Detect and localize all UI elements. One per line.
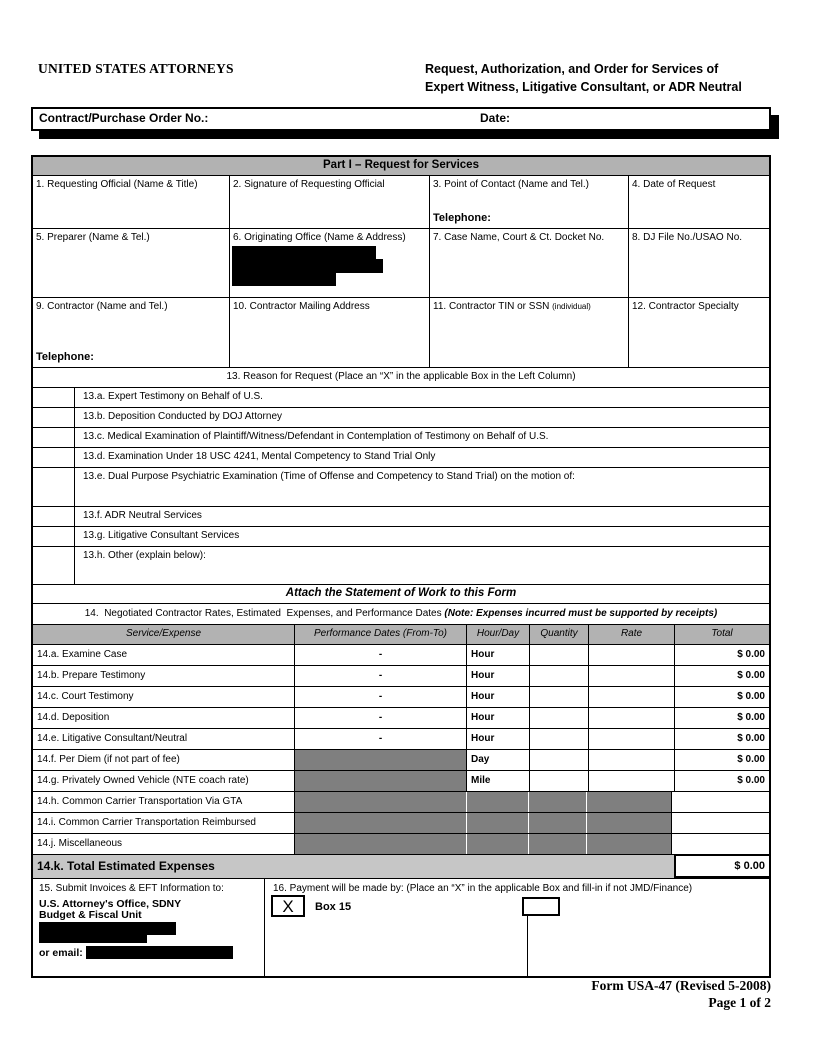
telephone-label: Telephone:: [433, 212, 491, 224]
field-label: 11. Contractor TIN or SSN (individual): [433, 301, 591, 312]
reason-checkbox[interactable]: [33, 388, 75, 407]
rate-row: [33, 729, 769, 750]
field-label: 9. Contractor (Name and Tel.): [36, 301, 168, 312]
contract-number-field[interactable]: [218, 111, 258, 125]
reason-label: 13.d. Examination Under 18 USC 4241, Mental Competency to Stand Trial Only: [83, 451, 436, 462]
rate-row-label: 14.d. Deposition: [33, 708, 295, 728]
reason-label: 13.g. Litigative Consultant Services: [83, 530, 240, 541]
quantity-cell: [528, 834, 587, 854]
email-row: [39, 946, 258, 959]
rate-row-label: 14.i. Common Carrier Transportation Reimbursed: [33, 813, 295, 833]
reason-row: [33, 388, 769, 408]
dates-cell: [295, 813, 467, 833]
redaction-block: [39, 922, 176, 935]
rate-row-label: 14.g. Privately Owned Vehicle (NTE coach rate): [33, 771, 295, 791]
col-hour-day: Hour/Day: [467, 625, 530, 644]
rate-cell: [586, 834, 672, 854]
receipts-note: (Note: Expenses incurred must be supported by receipts): [444, 608, 718, 619]
rate-cell[interactable]: [589, 645, 675, 665]
rate-cell[interactable]: [589, 708, 675, 728]
rate-cell: [586, 813, 672, 833]
total-cell: $ 0.00: [737, 712, 765, 723]
rate-cell[interactable]: [589, 729, 675, 749]
grid-row-2: [33, 229, 769, 298]
reason-row: [33, 408, 769, 428]
reason-row: [33, 448, 769, 468]
page-footer: [591, 977, 771, 1011]
rate-row-label: 14.h. Common Carrier Transportation Via GTA: [33, 792, 295, 812]
field-preparer[interactable]: [33, 229, 230, 297]
redaction-block: [232, 259, 383, 273]
section14-header: 14. Negotiated Contractor Rates, Estimated Expenses, and Performance Dates (Note: Expenses incurred must be supported by receipts): [33, 604, 769, 625]
part1-header: Part I – Request for Services: [33, 157, 769, 176]
unit-cell: Hour: [467, 687, 530, 707]
grid-row-3: [33, 298, 769, 368]
rate-row: [33, 834, 769, 855]
total-estimated-expenses-row: [33, 855, 769, 879]
section15-invoices: [33, 879, 265, 976]
total-cell: [672, 792, 769, 812]
total-row-label: 14.k. Total Estimated Expenses: [37, 859, 215, 873]
quantity-cell[interactable]: [530, 708, 589, 728]
reason-row: [33, 527, 769, 547]
field-label: 12. Contractor Specialty: [632, 301, 739, 312]
payment-fill-in-box[interactable]: [522, 897, 560, 916]
rate-cell[interactable]: [589, 750, 675, 770]
reason-label: 13.b. Deposition Conducted by DOJ Attorney: [83, 411, 283, 422]
total-cell: [672, 813, 769, 833]
field-originating-office[interactable]: [230, 229, 430, 297]
dates-cell: [295, 792, 467, 812]
dates-cell: [295, 750, 467, 770]
field-dj-file-no[interactable]: [629, 229, 769, 297]
redaction-block: [39, 935, 147, 943]
dates-cell[interactable]: -: [295, 645, 467, 665]
unit-cell: Hour: [467, 708, 530, 728]
contract-number-label: Contract/Purchase Order No.:: [39, 111, 209, 125]
reason-label: 13.f. ADR Neutral Services: [83, 510, 202, 521]
reason-row: [33, 428, 769, 448]
rate-row: [33, 708, 769, 729]
quantity-cell[interactable]: [530, 750, 589, 770]
total-cell: $ 0.00: [737, 733, 765, 744]
rate-row-label: 14.f. Per Diem (if not part of fee): [33, 750, 295, 770]
dates-cell[interactable]: -: [295, 687, 467, 707]
office-line2: Budget & Fiscal Unit: [39, 909, 142, 921]
part1-form: [31, 155, 771, 978]
unit-cell: Day: [467, 750, 530, 770]
unit-cell: [466, 792, 529, 812]
rate-row: [33, 792, 769, 813]
total-cell: $ 0.00: [737, 754, 765, 765]
field-label: 10. Contractor Mailing Address: [233, 301, 370, 312]
reason-row: [33, 507, 769, 527]
quantity-cell[interactable]: [530, 645, 589, 665]
reason-checkbox[interactable]: [33, 428, 75, 447]
unit-cell: Hour: [467, 729, 530, 749]
section16-payment: [265, 879, 769, 976]
field-contractor-address[interactable]: [230, 298, 430, 367]
field-contractor-specialty[interactable]: [629, 298, 769, 367]
quantity-cell: [528, 813, 587, 833]
total-cell: $ 0.00: [737, 670, 765, 681]
reason-row: [33, 468, 769, 507]
section16-divider: [527, 916, 528, 976]
rate-row: [33, 666, 769, 687]
field-label: 4. Date of Request: [632, 179, 716, 190]
dates-cell[interactable]: -: [295, 666, 467, 686]
rate-cell[interactable]: [589, 687, 675, 707]
dates-cell[interactable]: -: [295, 729, 467, 749]
total-cell: $ 0.00: [737, 691, 765, 702]
payment-checkbox-label: Box 15: [315, 901, 352, 913]
grid-row-1: [33, 176, 769, 229]
payment-checkbox[interactable]: X: [271, 895, 305, 917]
rate-row-label: 14.j. Miscellaneous: [33, 834, 295, 854]
attach-statement-note: Attach the Statement of Work to this Form: [33, 585, 769, 604]
col-rate: Rate: [589, 625, 675, 644]
section16-header: 16. Payment will be made by: (Place an “X” in the applicable Box and fill-in if not JMD/Finance): [273, 883, 693, 894]
agency-title: UNITED STATES ATTORNEYS: [38, 61, 234, 76]
reason-label: 13.h. Other (explain below):: [83, 550, 206, 561]
field-contractor-tin[interactable]: [430, 298, 629, 367]
field-label: 6. Originating Office (Name & Address): [233, 232, 406, 243]
telephone-label: Telephone:: [36, 351, 94, 363]
unit-cell: Hour: [467, 645, 530, 665]
col-total: Total: [711, 628, 733, 639]
form-title-line2: Expert Witness, Litigative Consultant, or ADR Neutral: [425, 79, 742, 94]
rates-table-body: [33, 645, 769, 855]
rate-cell: [586, 792, 672, 812]
rate-row: [33, 771, 769, 792]
reason-checkbox[interactable]: [33, 448, 75, 467]
field-requesting-official[interactable]: [33, 176, 230, 228]
rate-row-label: 14.b. Prepare Testimony: [33, 666, 295, 686]
rate-row-label: 14.e. Litigative Consultant/Neutral: [33, 729, 295, 749]
section15-header: 15. Submit Invoices & EFT Information to:: [39, 883, 224, 894]
total-cell: $ 0.00: [737, 775, 765, 786]
office-line1: U.S. Attorney's Office, SDNY: [39, 898, 182, 910]
field-label: 1. Requesting Official (Name & Title): [36, 179, 198, 190]
unit-cell: Mile: [467, 771, 530, 791]
reason-label: 13.a. Expert Testimony on Behalf of U.S.: [83, 391, 263, 402]
form-title: [425, 61, 742, 96]
total-amount-box: $ 0.00: [674, 854, 771, 878]
reason-checkbox[interactable]: [33, 547, 75, 584]
dates-cell[interactable]: -: [295, 708, 467, 728]
contract-purchase-bar: [31, 107, 771, 131]
reason-label: 13.c. Medical Examination of Plaintiff/Witness/Defendant in Contemplation of Testimony on Behalf of U.S.: [83, 431, 549, 442]
field-label: 3. Point of Contact (Name and Tel.): [433, 179, 590, 190]
field-case-name[interactable]: [430, 229, 629, 297]
unit-cell: [466, 813, 529, 833]
page-number: Page 1 of 2: [708, 995, 771, 1010]
field-date-of-request[interactable]: [629, 176, 769, 228]
rate-row: [33, 750, 769, 771]
date-field[interactable]: [518, 111, 558, 125]
rate-row-label: 14.a. Examine Case: [33, 645, 295, 665]
dates-cell: [295, 834, 467, 854]
field-label: 2. Signature of Requesting Official: [233, 179, 385, 190]
email-label: or email:: [39, 947, 83, 959]
total-cell: [672, 834, 769, 854]
reason-row: [33, 547, 769, 585]
date-label: Date:: [480, 111, 511, 125]
quantity-cell: [528, 792, 587, 812]
bottom-section: [33, 879, 769, 976]
reason-checkbox[interactable]: [33, 527, 75, 546]
dates-cell: [295, 771, 467, 791]
reason-checkbox[interactable]: [33, 408, 75, 427]
quantity-cell[interactable]: [530, 687, 589, 707]
quantity-cell[interactable]: [530, 729, 589, 749]
redaction-block: [86, 946, 233, 959]
col-service-expense: Service/Expense: [33, 625, 295, 644]
redaction-block: [232, 273, 336, 286]
reason-checkbox[interactable]: [33, 468, 75, 506]
rate-cell[interactable]: [589, 771, 675, 791]
reason-label: 13.e. Dual Purpose Psychiatric Examination (Time of Offense and Competency to Stand Trial) on the motion of:: [83, 471, 575, 482]
rate-row-label: 14.c. Court Testimony: [33, 687, 295, 707]
unit-cell: Hour: [467, 666, 530, 686]
quantity-cell[interactable]: [530, 771, 589, 791]
section13-header: 13. Reason for Request (Place an “X” in the applicable Box in the Left Column): [33, 368, 769, 388]
field-label: 7. Case Name, Court & Ct. Docket No.: [433, 232, 605, 243]
tin-individual-note: (individual): [552, 302, 591, 311]
form-id: Form USA-47 (Revised 5-2008): [591, 978, 771, 993]
field-label: 8. DJ File No./USAO No.: [632, 232, 743, 243]
rate-row: [33, 813, 769, 834]
rate-row: [33, 645, 769, 666]
col-quantity: Quantity: [530, 625, 589, 644]
rate-cell[interactable]: [589, 666, 675, 686]
rate-row: [33, 687, 769, 708]
rates-table-header: [33, 625, 769, 645]
field-signature[interactable]: [230, 176, 430, 228]
field-point-of-contact[interactable]: [430, 176, 629, 228]
reason-for-request-list: [33, 388, 769, 585]
quantity-cell[interactable]: [530, 666, 589, 686]
total-cell: $ 0.00: [737, 649, 765, 660]
reason-checkbox[interactable]: [33, 507, 75, 526]
col-performance-dates: Performance Dates (From-To): [295, 625, 467, 644]
redaction-block: [232, 246, 376, 259]
form-title-line1: Request, Authorization, and Order for Services of: [425, 62, 719, 76]
field-contractor-name[interactable]: [33, 298, 230, 367]
unit-cell: [466, 834, 529, 854]
field-label: 5. Preparer (Name & Tel.): [36, 232, 150, 243]
